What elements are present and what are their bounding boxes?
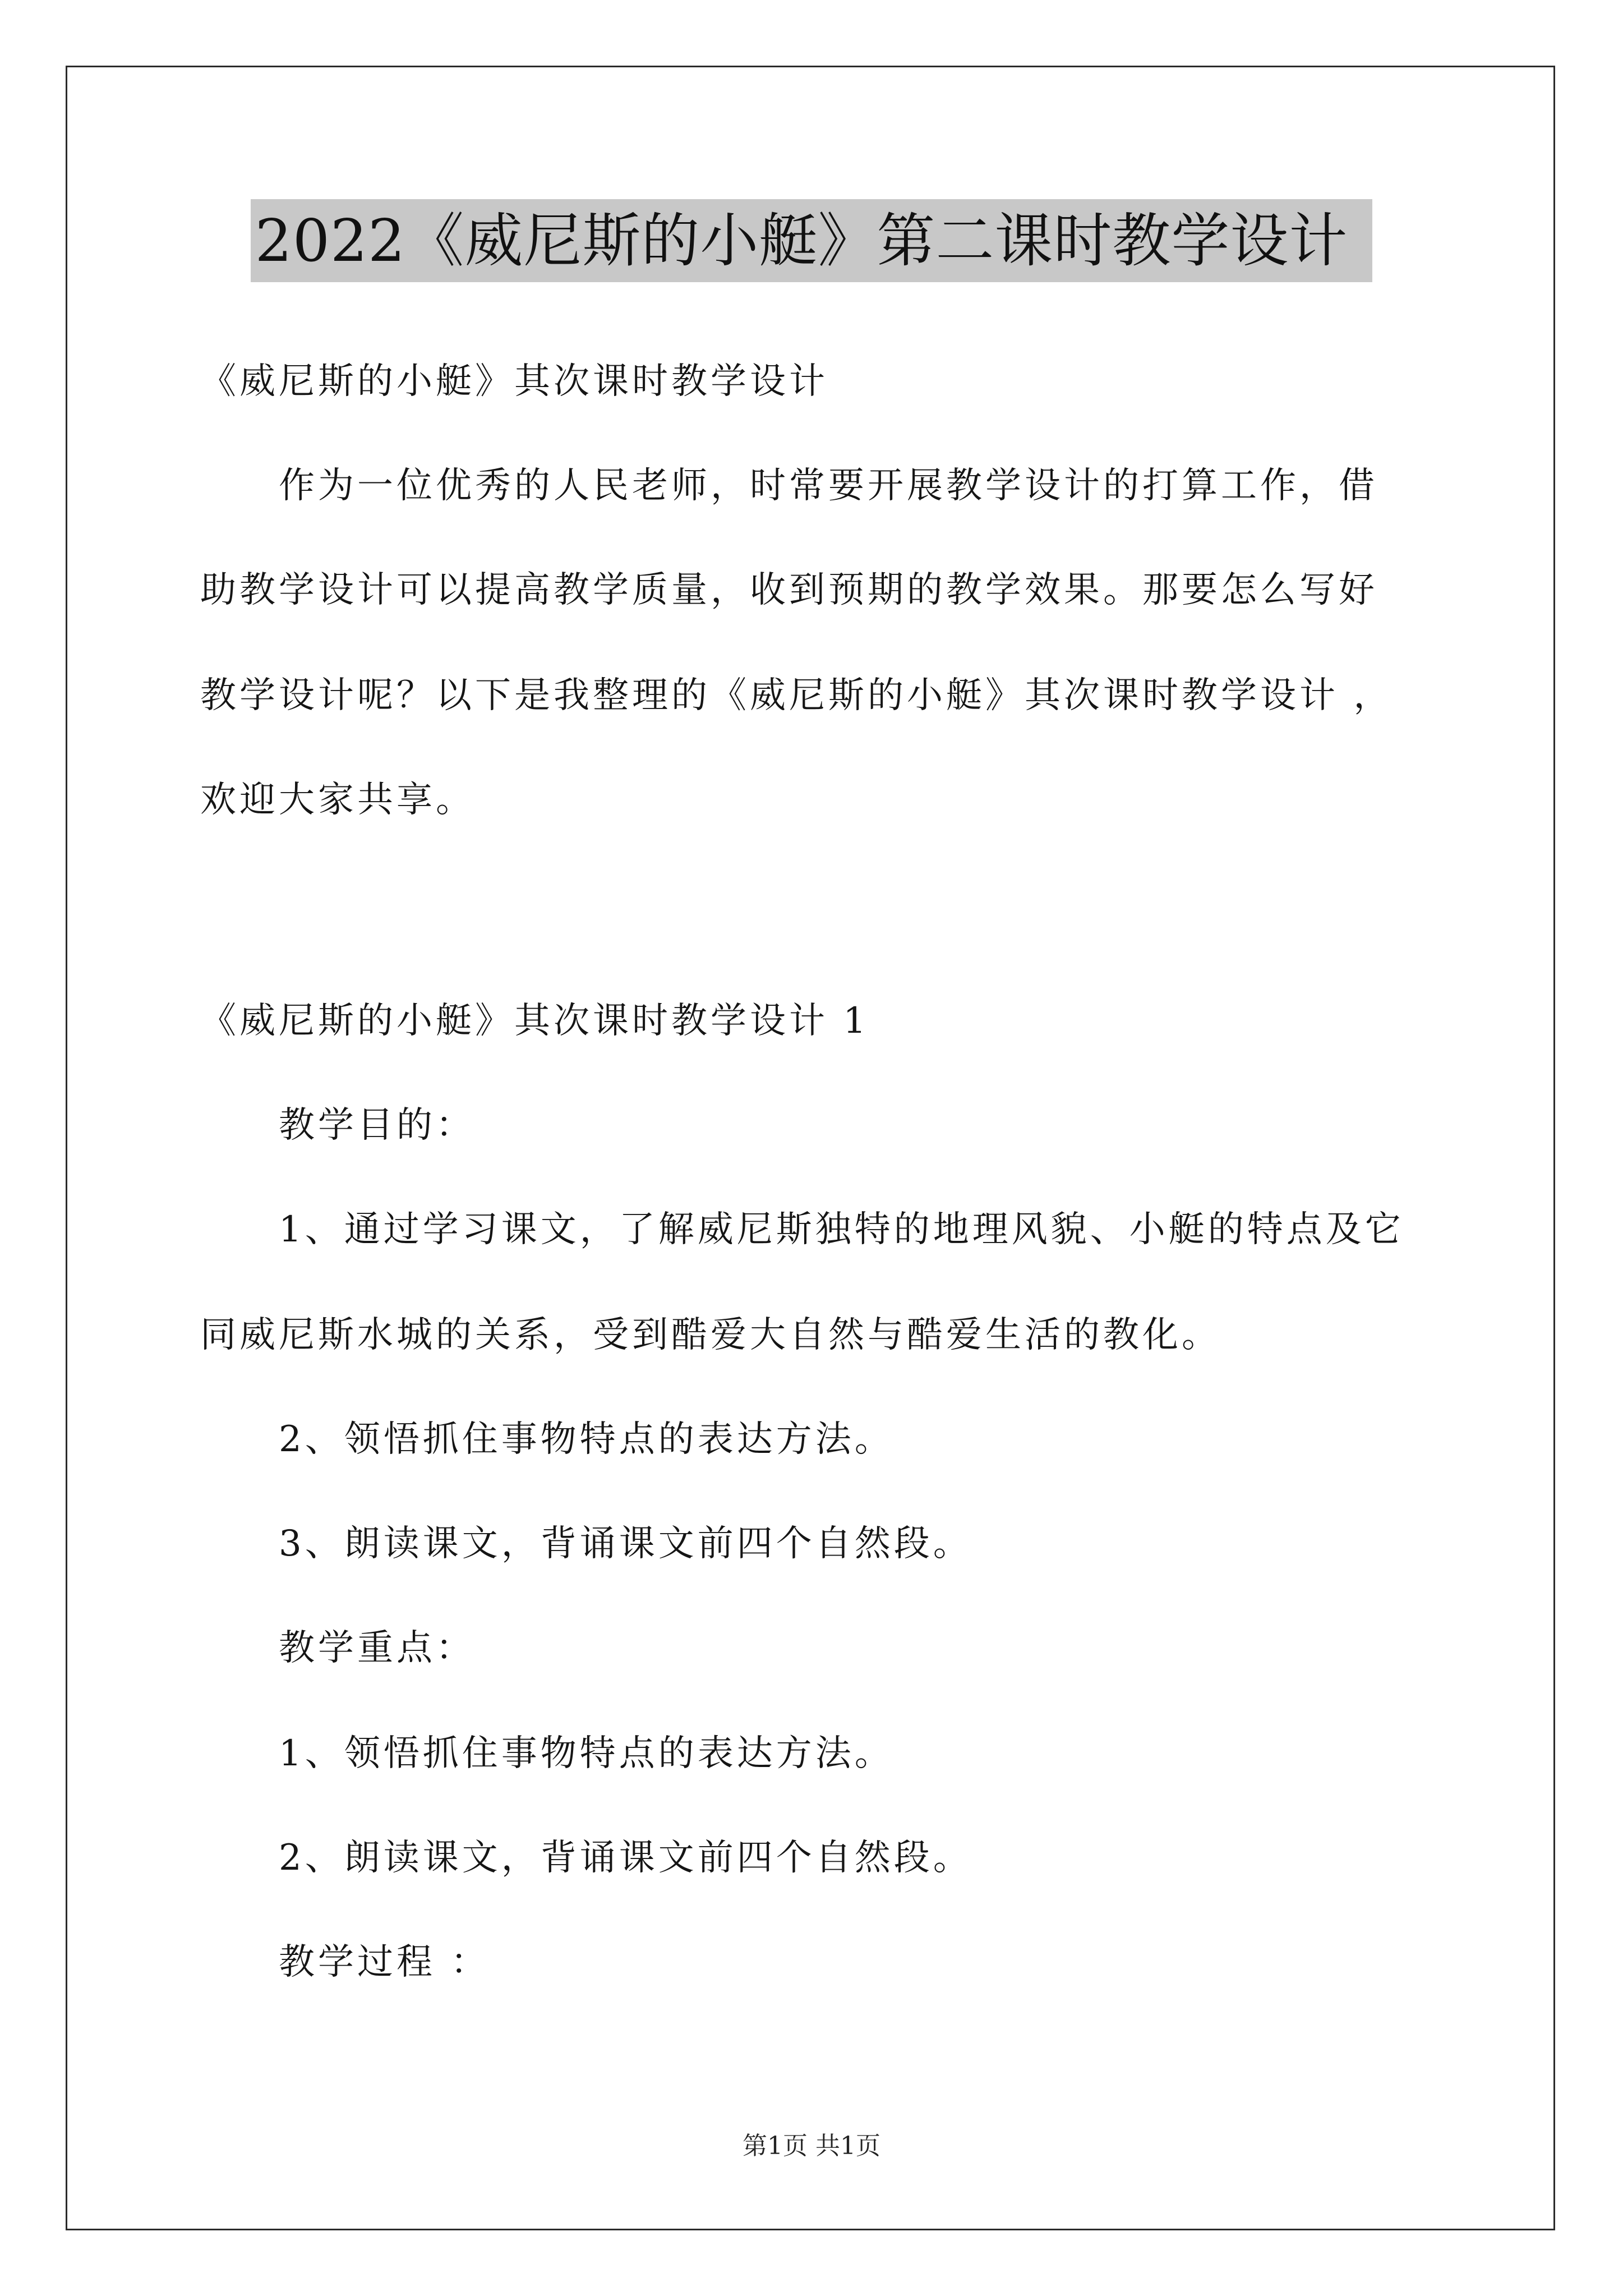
section-heading: 《威尼斯的小艇》其次课时教学设计 1 — [200, 1000, 870, 1042]
paragraph-line: 1、通过学习课文，了解威尼斯独特的地理风貌、小艇的特点及它 — [279, 1209, 1404, 1250]
paragraph-line: 教学设计呢？以下是我整理的《威尼斯的小艇》其次课时教学设计 ， — [200, 675, 1393, 716]
paragraph-line: 同威尼斯水城的关系，受到酷爱大自然与酷爱生活的教化。 — [200, 1314, 1221, 1356]
paragraph-line: 作为一位优秀的人民老师，时常要开展教学设计的打算工作，借 — [279, 465, 1378, 507]
document-title: 2022《威尼斯的小艇》第二课时教学设计 — [251, 199, 1373, 282]
title-container — [0, 199, 1623, 282]
paragraph-line: 1、领悟抓住事物特点的表达方法。 — [279, 1733, 894, 1774]
paragraph-line: 3、朗读课文，背诵课文前四个自然段。 — [279, 1523, 972, 1565]
subtitle-line: 《威尼斯的小艇》其次课时教学设计 — [200, 361, 828, 402]
section-label: 教学目的： — [279, 1105, 475, 1146]
paragraph-line: 2、朗读课文，背诵课文前四个自然段。 — [279, 1837, 972, 1879]
paragraph-line: 助教学设计可以提高教学质量，收到预期的教学效果。那要怎么写好 — [200, 569, 1378, 611]
page-footer: 第1页 共1页 — [743, 2132, 880, 2160]
section-label: 教学重点： — [279, 1627, 475, 1669]
paragraph-line: 欢迎大家共享。 — [200, 779, 475, 821]
paragraph-line: 2、领悟抓住事物特点的表达方法。 — [279, 1419, 894, 1460]
section-label: 教学过程 ： — [279, 1941, 490, 1983]
